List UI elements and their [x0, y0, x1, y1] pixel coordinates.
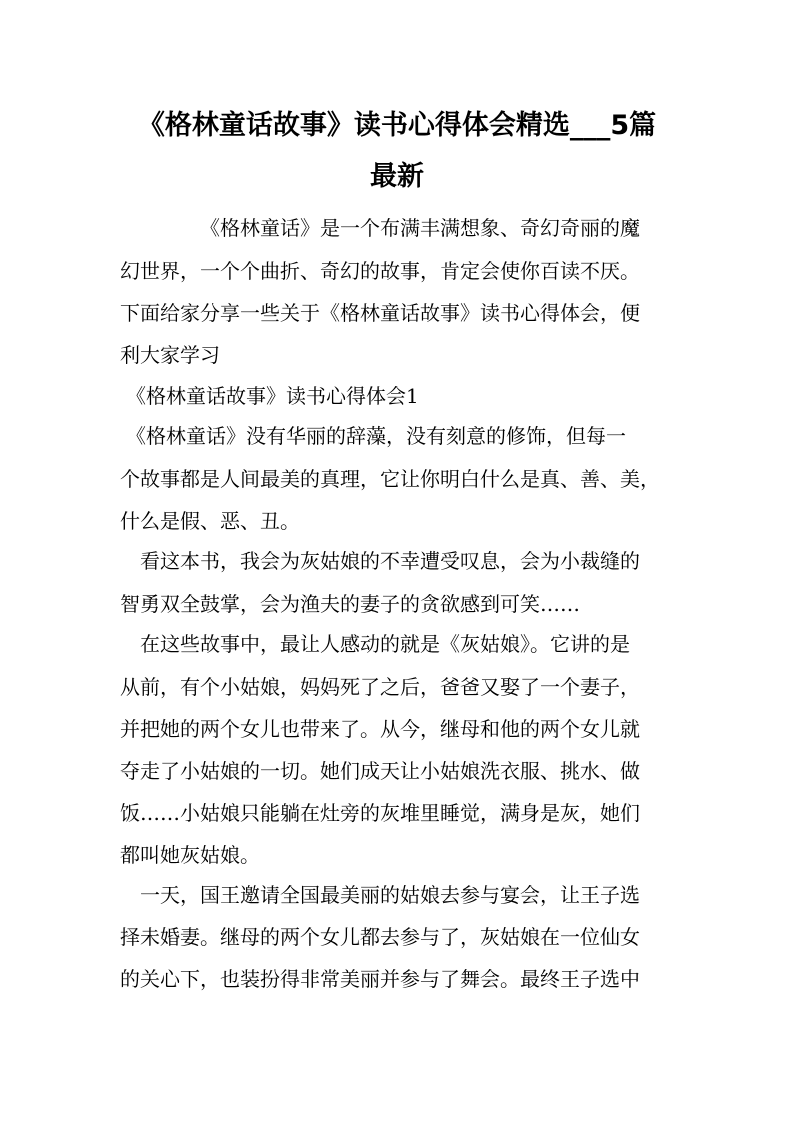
paragraph-line: 从前，有个小姑娘，妈妈死了之后，爸爸又娶了一个妻子，: [120, 675, 640, 699]
paragraph-line: 并把她的两个女儿也带来了。从今，继母和他的两个女儿就: [120, 717, 640, 741]
paragraph-line: 夺走了小姑娘的一切。她们成天让小姑娘洗衣服、挑水、做: [120, 759, 640, 783]
paragraph-line: 智勇双全鼓掌，会为渔夫的妻子的贪欲感到可笑……: [120, 592, 580, 616]
paragraph-line: 饭……小姑娘只能躺在灶旁的灰堆里睡觉，满身是灰，她们: [120, 801, 640, 825]
document-title-line-2: 最新: [370, 161, 424, 192]
paragraph-line: 个故事都是人间最美的真理，它让你明白什么是真、善、美，: [120, 467, 660, 491]
intro-line: 下面给家分享一些关于《格林童话故事》读书心得体会，便: [120, 301, 640, 325]
intro-line: 幻世界，一个个曲折、奇幻的故事，肯定会使你百读不厌。: [120, 259, 640, 283]
paragraph-line: 《格林童话》没有华丽的辞藻，没有刻意的修饰，但每一: [126, 424, 626, 448]
paragraph-line: 择未婚妻。继母的两个女儿都去参与了，灰姑娘在一位仙女: [120, 925, 640, 949]
intro-line: 利大家学习: [120, 343, 220, 367]
intro-line: 《格林童话》是一个布满丰满想象、奇幻奇丽的魔: [200, 216, 640, 240]
paragraph-line: 在这些故事中，最让人感动的就是《灰姑娘》。它讲的是: [140, 632, 630, 656]
paragraph-line: 的关心下，也装扮得非常美丽并参与了舞会。最终王子选中: [120, 967, 640, 991]
paragraph-line: 看这本书，我会为灰姑娘的不幸遭受叹息，会为小裁缝的: [140, 549, 640, 573]
document-title-line-1: 《格林童话故事》读书心得体会精选___5篇: [137, 110, 657, 141]
paragraph-line: 一天，国王邀请全国最美丽的姑娘去参与宴会，让王子选: [140, 883, 640, 907]
section-heading: 《格林童话故事》读书心得体会1: [126, 384, 419, 408]
paragraph-line: 都叫她灰姑娘。: [120, 843, 260, 867]
paragraph-line: 什么是假、恶、丑。: [120, 509, 300, 533]
